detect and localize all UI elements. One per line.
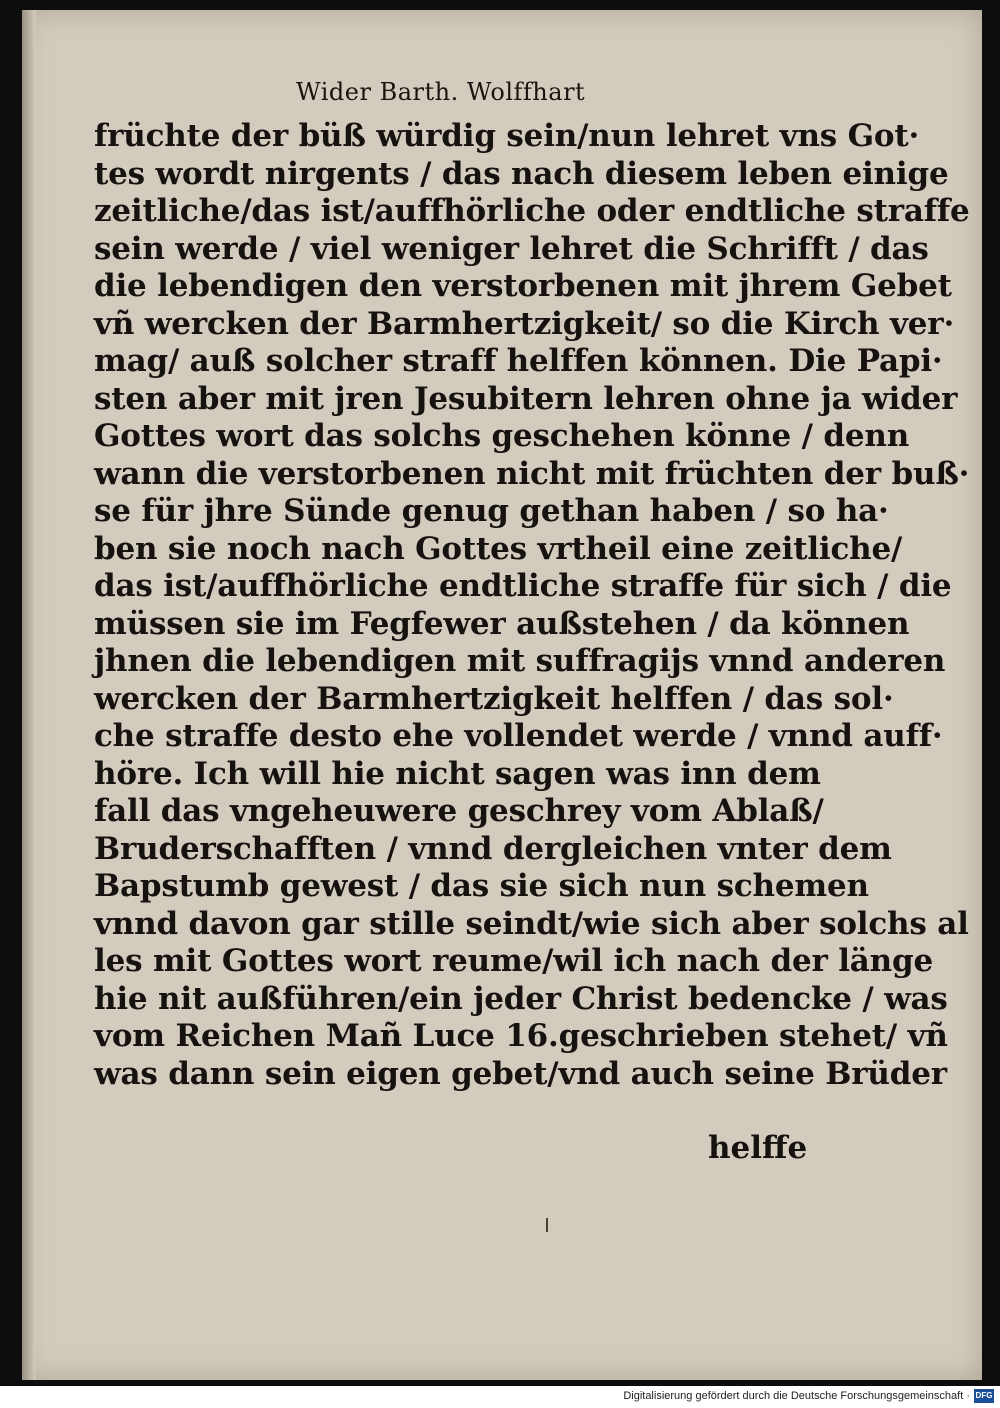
text-line: fall das vngeheuwere geschrey vom Ablaß/ — [94, 793, 824, 829]
text-line: zeitliche/das ist/auffhörliche oder endtliche straffe — [94, 193, 970, 229]
text-line: Gottes wort das solchs geschehen könne / denn — [94, 418, 910, 454]
text-line: Bapstumb gewest / das sie sich nun schemen — [94, 868, 869, 904]
text-line: che straffe desto ehe vollendet werde / vnnd auff· — [94, 718, 943, 754]
text-line: ben sie noch nach Gottes vrtheil eine zeitliche/ — [94, 530, 903, 567]
text-line: vñ wercken der Barmhertzigkeit/ so die Kirch ver· — [94, 305, 955, 342]
text-line: Bruderschafften / vnnd dergleichen vnter dem — [94, 830, 892, 867]
text-line: was dann sein eigen gebet/vnd auch seine Brüder — [94, 1055, 947, 1092]
text-line: früchte der büß würdig sein/nun lehret vns Got· — [94, 118, 920, 154]
text-line: die lebendigen den verstorbenen mit jhrem Gebet — [94, 268, 952, 304]
text-line: tes wordt nirgents / das nach diesem leben einige — [94, 155, 949, 192]
text-line: vom Reichen Mañ Luce 16.geschrieben stehet/ vñ — [94, 1018, 948, 1054]
running-head: Wider Barth. Wolffhart — [296, 78, 586, 106]
text-line: vnnd davon gar stille seindt/wie sich aber solchs al — [94, 905, 969, 942]
text-line: das ist/auffhörliche endtliche straffe für sich / die — [94, 568, 952, 604]
text-line: höre. Ich will hie nicht sagen was inn dem — [94, 755, 821, 792]
page-spine-shadow — [22, 10, 36, 1380]
text-line: hie nit außführen/ein jeder Christ bedencke / was — [94, 980, 948, 1017]
funding-credit: Digitalisierung gefördert durch die Deutsche Forschungsgemeinschaft · — [623, 1390, 970, 1402]
text-line: se für jhre Sünde genug gethan haben / so ha· — [94, 493, 889, 529]
text-line: jhnen die lebendigen mit suffragijs vnnd anderen — [94, 643, 946, 679]
footer-strip — [0, 1386, 1000, 1408]
body-text — [94, 118, 970, 1093]
text-line: mag/ auß solcher straff helffen können. Die Papi· — [94, 343, 943, 379]
text-line: wercken der Barmhertzigkeit helffen / das sol· — [94, 680, 894, 717]
paper-speck — [546, 1218, 548, 1232]
text-line: müssen sie im Fegfewer außstehen / da können — [94, 605, 910, 642]
text-line: sein werde / viel weniger lehret die Schrifft / das — [94, 230, 929, 267]
text-line: wann die verstorbenen nicht mit früchten der buß· — [94, 455, 970, 492]
catchword: helffe — [708, 1130, 808, 1166]
text-line: les mit Gottes wort reume/wil ich nach der länge — [94, 943, 934, 979]
dfg-logo: DFG — [974, 1389, 994, 1403]
text-line: sten aber mit jren Jesubitern lehren ohne ja wider — [94, 380, 958, 417]
